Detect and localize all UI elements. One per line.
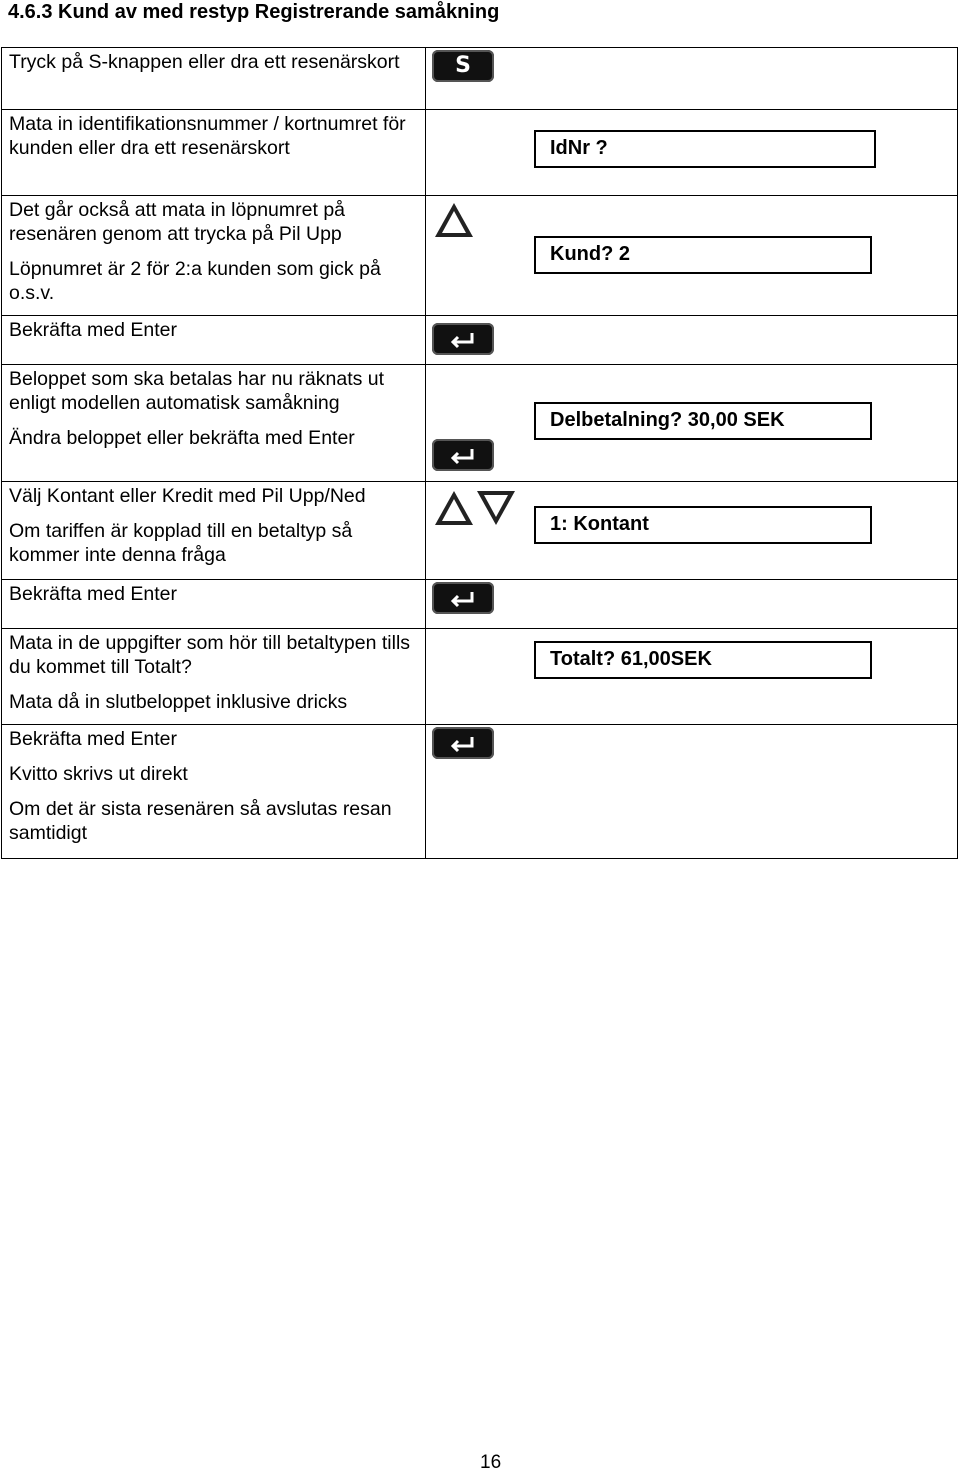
step-side [426,365,958,482]
step-side [426,48,958,110]
step-text [2,110,426,196]
step-side [426,580,958,629]
step-line: Löpnumret är 2 för 2:a kunden som gick på o.s.v. [9,258,381,304]
arrow-up-key-icon [432,488,476,528]
step-row [2,629,958,725]
step-side [426,196,958,316]
arrow-down-key-icon [474,488,518,528]
step-side [426,110,958,196]
step-text [2,580,426,629]
step-text [2,725,426,859]
step-line: Mata då in slutbeloppet inklusive dricks [9,691,348,713]
step-row [2,482,958,580]
step-text [2,316,426,365]
step-side [426,316,958,365]
step-text [2,365,426,482]
step-line: Tryck på S-knappen eller dra ett resenärskort [9,51,400,73]
arrow-up-key-icon [432,200,476,240]
step-row [2,196,958,316]
step-line: Om det är sista resenären så avslutas resan samtidigt [9,798,392,844]
s-key-icon [432,50,494,82]
step-row [2,725,958,859]
step-line: Bekräfta med Enter [9,728,177,750]
step-line: Bekräfta med Enter [9,583,177,605]
display-totalt: Totalt? 61,00SEK [534,641,872,679]
page-number: 16 [480,1452,502,1473]
step-text [2,482,426,580]
step-row [2,365,958,482]
step-row [2,48,958,110]
display-kund: Kund? 2 [534,236,872,274]
display-idnr: IdNr ? [534,130,876,168]
step-line: Det går också att mata in löpnumret på resenären genom att trycka på Pil Upp [9,199,346,245]
display-kontant: 1: Kontant [534,506,872,544]
step-row [2,580,958,629]
step-line: Mata in de uppgifter som hör till betaltypen tills du kommet till Totalt? [9,632,411,678]
step-text [2,48,426,110]
step-line: Kvitto skrivs ut direkt [9,763,188,785]
step-row [2,316,958,365]
enter-key-icon [432,582,494,614]
display-delbetalning: Delbetalning? 30,00 SEK [534,402,872,440]
enter-key-icon [432,323,494,355]
step-side [426,725,958,859]
s-key-label: S [455,53,471,78]
step-side [426,482,958,580]
step-row [2,110,958,196]
step-text [2,629,426,725]
section-heading: 4.6.3 Kund av med restyp Registrerande samåkning [8,1,500,23]
step-line: Bekräfta med Enter [9,319,177,341]
step-line: Beloppet som ska betalas har nu räknats ut enligt modellen automatisk samåkning [9,368,385,414]
step-line: Mata in identifikationsnummer / kortnumret för kunden eller dra ett resenärskort [9,113,406,159]
steps-table [1,47,958,859]
step-line: Om tariffen är kopplad till en betaltyp så kommer inte denna fråga [9,520,353,566]
step-line: Ändra beloppet eller bekräfta med Enter [9,427,355,449]
step-side [426,629,958,725]
step-text [2,196,426,316]
enter-key-icon [432,439,494,471]
step-line: Välj Kontant eller Kredit med Pil Upp/Ned [9,485,366,507]
enter-key-icon [432,727,494,759]
